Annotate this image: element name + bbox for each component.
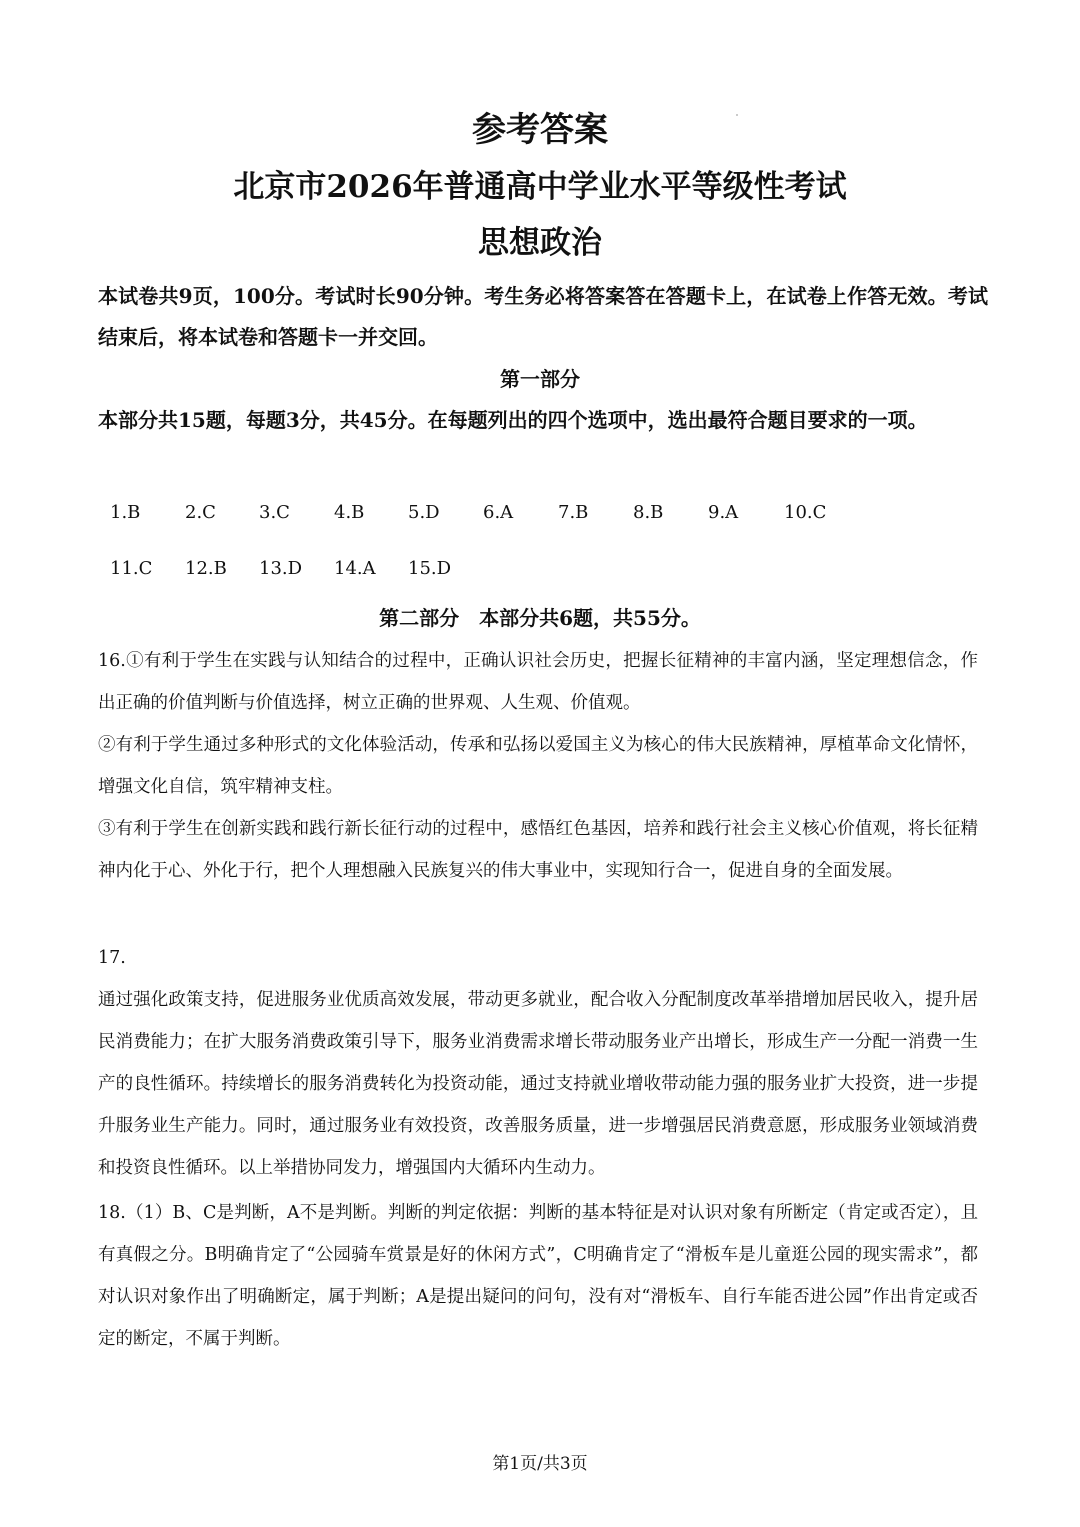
q16-point-2: ②有利于学生通过多种形式的文化体验活动，传承和弘扬以爱国主义为核心的伟大民族精神，厚植革命文化情怀，增强文化自信，筑牢精神支柱。: [98, 735, 978, 797]
answer-item: 9.A: [708, 502, 739, 523]
answer-item: 8.B: [633, 502, 664, 523]
exam-notice: 本试卷共9页，100分。考试时长90分钟。考生务必将答案答在答题卡上，在试卷上作答无效。考试结束后，将本试卷和答题卡一并交回。: [98, 284, 988, 349]
q17-answer: 通过强化政策支持，促进服务业优质高效发展，带动更多就业，配合收入分配制度改革举措增加居民收入，提升居民消费能力；在扩大服务消费政策引导下，服务业消费需求增长带动服务业产出增长，形成生产一分配一消费一生产的良性循环。持续增长的服务消费转化为投资动能，通过支持就业增收带动能力强的服务业扩大投资，进一步提升服务业生产能力。同时，通过服务业有效投资，改善服务质量，进一步增强居民消费意愿，形成服务业领域消费和投资良性循环。以上举措协同发力，增强国内大循环内生动力。: [98, 990, 978, 1178]
q16-point-1: 16.①有利于学生在实践与认知结合的过程中，正确认识社会历史，把握长征精神的丰富内涵，坚定理想信念，作出正确的价值判断与价值选择，树立正确的世界观、人生观、价值观。: [98, 651, 978, 713]
answers-row-1: [110, 498, 870, 528]
exam-title: 北京市2026年普通高中学业水平等级性考试: [233, 169, 847, 205]
answer-item: 6.A: [483, 502, 514, 523]
answer-item: 1.B: [110, 502, 141, 523]
answer-item: 10.C: [784, 502, 827, 523]
page-title: 参考答案: [472, 110, 608, 150]
part2-heading: 第二部分 本部分共6题，共55分。: [379, 606, 701, 630]
answer-item: 13.D: [259, 558, 303, 579]
answer-item: 14.A: [334, 558, 376, 579]
part1-instruction: 本部分共15题，每题3分，共45分。在每题列出的四个选项中，选出最符合题目要求的一项。: [98, 408, 928, 432]
answer-item: 5.D: [408, 502, 440, 523]
answer-item: 3.C: [259, 502, 290, 523]
q18-answer: 18.（1）B、C是判断，A不是判断。判断的判定依据：判断的基本特征是对认识对象有所断定（肯定或否定），且有真假之分。B明确肯定了“公园骑车赏景是好的休闲方式”，C明确肯定了“滑板车是儿童逛公园的现实需求”，都对认识对象作出了明确断定，属于判断；A是提出疑问的问句，没有对“滑板车、自行车能否进公园”作出肯定或否定的断定，不属于判断。: [98, 1203, 978, 1349]
q17-label: 17.: [98, 948, 126, 968]
answers-row-2: [110, 554, 510, 584]
q16-point-3: ③有利于学生在创新实践和践行新长征行动的过程中，感悟红色基因，培养和践行社会主义核心价值观，将长征精神内化于心、外化于行，把个人理想融入民族复兴的伟大事业中，实现知行合一，促进自身的全面发展。: [98, 819, 978, 881]
answer-item: 4.B: [334, 502, 365, 523]
answer-item: 12.B: [185, 558, 227, 579]
answer-item: 11.C: [110, 558, 153, 579]
subject-title: 思想政治: [478, 225, 602, 261]
part1-heading: 第一部分: [500, 367, 580, 391]
answer-item: 7.B: [558, 502, 589, 523]
page-footer: 第1页/共3页: [492, 1454, 588, 1474]
answer-item: 15.D: [408, 558, 452, 579]
answer-item: 2.C: [185, 502, 216, 523]
